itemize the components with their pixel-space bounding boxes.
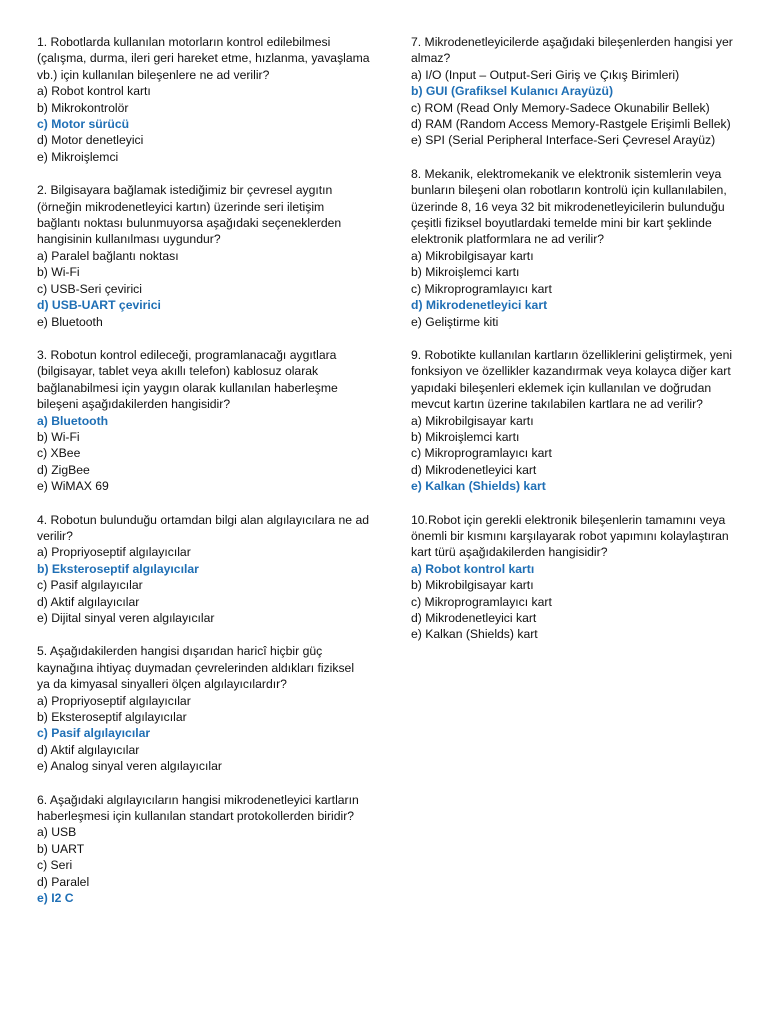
option-e: e) SPI (Serial Peripheral Interface-Seri Çevresel Arayüz) — [411, 133, 716, 148]
question-text: 6. Aşağıdaki algılayıcıların hangisi mikrodenetleyici kartların haberleşmesi için kullanılan standart protokollerden biridir? — [37, 792, 359, 824]
question-8 — [411, 166, 739, 330]
option-b: b) Wi-Fi — [37, 429, 80, 444]
option-a: a) Mikrobilgisayar kartı — [411, 248, 534, 263]
option-d: d) ZigBee — [37, 462, 90, 477]
question-6 — [37, 792, 370, 907]
option-c: c) XBee — [37, 446, 81, 461]
option-d: d) Aktif algılayıcılar — [37, 594, 140, 609]
option-d: d) Mikrodenetleyici kart — [411, 611, 537, 625]
option-b: b) UART — [37, 841, 85, 856]
option-b: b) Mikroişlemci kartı — [411, 265, 520, 280]
question-text: 7. Mikrodenetleyicilerde aşağıdaki bileşenlerden hangisi yer almaz? — [411, 35, 733, 66]
option-d: d) Paralel — [37, 874, 90, 889]
option-b: b) Mikrobilgisayar kartı — [411, 578, 534, 593]
option-e: e) Bluetooth — [37, 314, 103, 329]
option-d: d) Motor denetleyici — [37, 133, 144, 148]
option-c-correct: c) Motor sürücü — [37, 117, 130, 132]
option-a: a) Robot kontrol kartı — [37, 84, 151, 99]
option-e: e) Mikroişlemci — [37, 149, 119, 164]
option-a-correct: a) Bluetooth — [37, 413, 109, 428]
option-a: a) Paralel bağlantı noktası — [37, 248, 179, 263]
option-b: b) Mikrokontrolör — [37, 100, 129, 115]
question-7 — [411, 34, 739, 149]
question-text: 8. Mekanik, elektromekanik ve elektronik sistemlerin veya bunların bileşeni olan robotların kontrolü için kullanılabilen, üzerinde 8, 16 veya 32 bit mikrodenetleyicilerin bulunduğu çeşitli fiziksel boyutlardaki temelde mini bir kart şeklinde elektronik platformlara ne ad verilir? — [411, 166, 727, 247]
option-c: c) Mikroprogramlayıcı kart — [411, 594, 552, 609]
question-text: 2. Bilgisayara bağlamak istediğimiz bir çevresel aygıtın (örneğin mikrodenetleyici kartın) üzerinde seri iletişim bağlantı noktası bulunmuyorsa aşağıdaki seçeneklerden hangisinin kullanılması uygundur? — [37, 183, 342, 247]
option-c-correct: c) Pasif algılayıcılar — [37, 726, 151, 741]
option-c: c) Seri — [37, 858, 73, 873]
question-text: 1. Robotlarda kullanılan motorların kontrol edilebilmesi (çalışma, durma, ileri geri hareket etme, hızlanma, yavaşlama vb.) için kullanılan bileşenlere ne ad verilir? — [37, 35, 370, 82]
option-c: c) Pasif algılayıcılar — [37, 578, 143, 593]
option-d-correct: d) USB-UART çevirici — [37, 298, 161, 313]
question-2 — [37, 182, 370, 330]
option-e: e) Geliştirme kiti — [411, 314, 499, 329]
option-c: c) Mikroprogramlayıcı kart — [411, 446, 552, 461]
option-a: a) Mikrobilgisayar kartı — [411, 413, 534, 428]
question-text: 9. Robotikte kullanılan kartların özelliklerini geliştirmek, yeni fonksiyon ve özellikler kazandırmak veya kolayca diğer kart yapıdaki bileşenleri eklemek için kullanılan ve doğrudan mevcut kartın üzerine takılabilen kartlara ne ad verilir? — [411, 347, 733, 412]
option-a: a) I/O (Input – Output-Seri Giriş ve Çıkış Birimleri) — [411, 67, 680, 82]
question-text: 4. Robotun bulunduğu ortamdan bilgi alan algılayıcılara ne ad verilir? — [37, 512, 370, 543]
option-e-correct: e) Kalkan (Shields) kart — [411, 479, 546, 494]
option-e: e) WiMAX 69 — [37, 479, 109, 494]
option-a: a) USB — [37, 825, 77, 840]
right-column — [411, 34, 739, 660]
option-a-correct: a) Robot kontrol kartı — [411, 561, 535, 576]
option-c: c) Mikroprogramlayıcı kart — [411, 281, 552, 296]
option-b-correct: b) Eksteroseptif algılayıcılar — [37, 561, 199, 576]
option-e-correct: e) I2 C — [37, 891, 74, 906]
option-a: a) Propriyoseptif algılayıcılar — [37, 693, 191, 708]
option-e: e) Dijital sinyal veren algılayıcılar — [37, 611, 215, 625]
question-text: 5. Aşağıdakilerden hangisi dışarıdan haricî hiçbir güç kaynağına ihtiyaç duymadan çevrelerinden aldıkları fiziksel ya da kimyasal sinyalleri ölçen algılayıcılardır? — [37, 644, 355, 692]
option-c: c) USB-Seri çevirici — [37, 281, 142, 296]
option-b: b) Eksteroseptif algılayıcılar — [37, 710, 187, 725]
question-3 — [37, 347, 370, 495]
option-c: c) ROM (Read Only Memory-Sadece Okunabilir Bellek) — [411, 100, 710, 115]
question-5 — [37, 643, 370, 774]
option-b: b) Wi-Fi — [37, 265, 80, 280]
option-b-correct: b) GUI (Grafiksel Kulanıcı Arayüzü) — [411, 84, 614, 99]
question-text: 10.Robot için gerekli elektronik bileşenlerin tamamını veya önemli bir kısmını karşılayarak robot yapımını kolaylaştıran kart türü aşağıdakilerden hangisidir? — [411, 512, 729, 560]
option-d: d) RAM (Random Access Memory-Rastgele Erişimli Bellek) — [411, 117, 731, 132]
option-d: d) Aktif algılayıcılar — [37, 742, 140, 757]
question-text: 3. Robotun kontrol edileceği, programlanacağı aygıtlara (bilgisayar, tablet veya akıllı telefon) kablosuz olarak bağlanabilmesi için yaygın olarak kullanılan haberleşme bileşeni aşağıdakilerden hangisidir? — [37, 347, 338, 412]
option-e: e) Kalkan (Shields) kart — [411, 627, 538, 642]
option-a: a) Propriyoseptif algılayıcılar — [37, 545, 191, 560]
question-1 — [37, 34, 370, 165]
option-b: b) Mikroişlemci kartı — [411, 429, 520, 444]
option-d-correct: d) Mikrodenetleyici kart — [411, 298, 548, 313]
option-e: e) Analog sinyal veren algılayıcılar — [37, 759, 222, 774]
question-4 — [37, 512, 370, 627]
option-d: d) Mikrodenetleyici kart — [411, 462, 537, 477]
left-column — [37, 34, 370, 924]
question-9 — [411, 347, 739, 495]
question-10 — [411, 512, 739, 643]
